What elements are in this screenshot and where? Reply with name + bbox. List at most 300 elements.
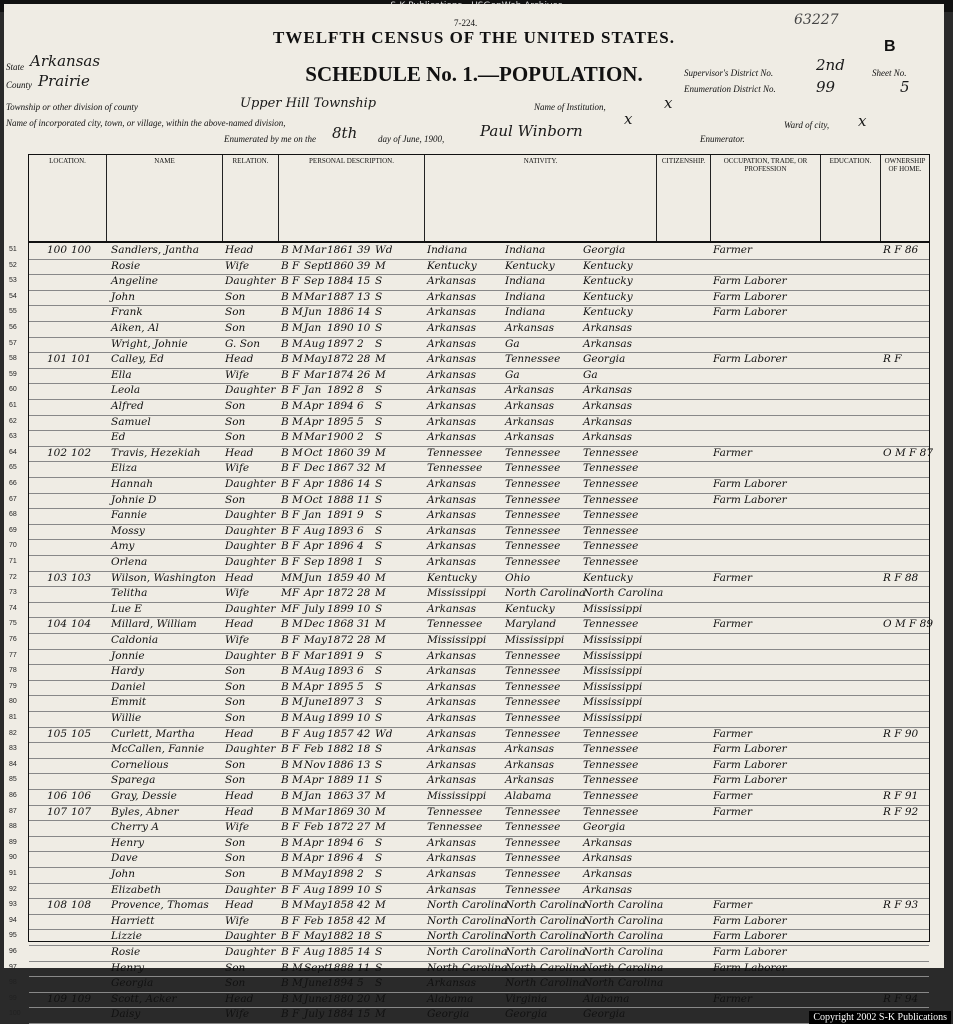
cell-rel: Son xyxy=(225,400,246,412)
cell-mo: Aug xyxy=(304,524,326,537)
cell-s: M xyxy=(292,790,303,802)
table-row xyxy=(9,477,929,494)
table-row xyxy=(9,461,929,478)
cell-name: Mossy xyxy=(111,524,145,537)
cell-ms: S xyxy=(375,774,383,787)
cell-ms: S xyxy=(375,852,383,865)
table-row xyxy=(9,929,929,946)
cell-rel: Son xyxy=(225,415,246,428)
cell-bp: Kentucky xyxy=(427,259,477,272)
cell-fp: Tennessee xyxy=(505,524,561,537)
cell-bp: Arkansas xyxy=(427,977,477,990)
cell-name: Lizzie xyxy=(111,930,142,943)
cell-bp: Arkansas xyxy=(427,368,477,381)
cell-mo: Nov xyxy=(304,758,326,771)
cell-rel: Head xyxy=(225,353,254,366)
row-number: 95 xyxy=(9,932,17,940)
cell-rel: Wife xyxy=(225,914,250,927)
cell-yr: 1895 xyxy=(327,680,354,693)
cell-rel: Son xyxy=(225,696,246,709)
cell-yr: 1900 xyxy=(327,431,354,444)
cell-bp: Arkansas xyxy=(427,509,477,522)
cell-age: 26 xyxy=(357,368,371,381)
cell-occ: Farmer xyxy=(713,992,753,1005)
table-row xyxy=(9,274,929,291)
cell-mo: Apr xyxy=(304,774,324,787)
cell-age: 2 xyxy=(357,337,364,350)
table-row xyxy=(9,883,929,900)
cell-bp: Arkansas xyxy=(427,322,477,334)
cell-name: Rosie xyxy=(111,946,141,958)
cell-rel: Son xyxy=(225,868,246,880)
cell-mo: Apr xyxy=(304,587,324,600)
row-number: 54 xyxy=(9,292,17,300)
cell-rel: Wife xyxy=(225,821,250,834)
cell-s: M xyxy=(292,992,303,1005)
row-number: 55 xyxy=(9,308,17,316)
row-number: 93 xyxy=(9,901,17,909)
cell-age: 31 xyxy=(357,618,371,631)
cell-rel: Son xyxy=(225,680,246,693)
cell-fp: Georgia xyxy=(505,1008,548,1021)
cell-mo: June xyxy=(304,696,328,709)
row-number: 69 xyxy=(9,526,17,534)
cell-ms: S xyxy=(375,275,383,288)
cell-mo: Oct xyxy=(304,446,323,459)
cell-yr: 1899 xyxy=(327,883,354,896)
cell-mo: Jan xyxy=(304,790,322,802)
cell-mo: Dec xyxy=(304,618,325,631)
cell-mp: Arkansas xyxy=(583,322,633,334)
cell-name: Telitha xyxy=(111,587,148,600)
row-number: 89 xyxy=(9,838,17,846)
cell-rel: Son xyxy=(225,836,246,849)
cell-mo: Mar xyxy=(304,431,327,444)
cell-name: Georgia xyxy=(111,977,154,990)
table-row xyxy=(9,430,929,447)
cell-s: M xyxy=(292,400,303,412)
cell-fp: Tennessee xyxy=(505,353,561,366)
cell-c: B xyxy=(281,244,289,256)
cell-mp: Kentucky xyxy=(583,259,633,272)
cell-occ: Farm Laborer xyxy=(713,914,787,927)
cell-name: Curlett, Martha xyxy=(111,727,195,740)
table-row xyxy=(9,399,929,416)
cell-age: 14 xyxy=(357,946,371,958)
cell-age: 3 xyxy=(357,696,364,709)
cell-c: B xyxy=(281,384,289,397)
cell-rel: Head xyxy=(225,992,254,1005)
cell-rel: Son xyxy=(225,852,246,865)
col-ownership: OWNERSHIP OF HOME. xyxy=(884,157,926,173)
row-number: 87 xyxy=(9,807,17,815)
col-education: EDUCATION. xyxy=(821,155,881,241)
cell-fp: Tennessee xyxy=(505,462,561,475)
cell-s: M xyxy=(292,899,303,912)
cell-ms: S xyxy=(375,493,383,506)
row-number: 92 xyxy=(9,885,17,893)
cell-yr: 1880 xyxy=(327,992,354,1005)
col-location: LOCATION. xyxy=(29,155,107,241)
cell-mo: Apr xyxy=(304,400,324,412)
cell-name: Amy xyxy=(111,540,135,553)
cell-s: M xyxy=(292,836,303,849)
cell-s: M xyxy=(292,306,303,319)
cell-occ: Farmer xyxy=(713,805,753,818)
row-number: 65 xyxy=(9,464,17,472)
cell-dw: 105 xyxy=(47,727,68,740)
cell-bp: Arkansas xyxy=(427,384,477,397)
cell-bp: North Carolina xyxy=(427,914,508,927)
cell-mo: Aug xyxy=(304,665,326,678)
cell-mo: Apr xyxy=(304,852,324,865)
cell-ms: M xyxy=(375,821,386,834)
cell-mp: Tennessee xyxy=(583,446,639,459)
row-number: 80 xyxy=(9,698,17,706)
cell-c: B xyxy=(281,977,289,990)
cell-occ: Farm Laborer xyxy=(713,930,787,943)
cell-fam: 108 xyxy=(71,899,92,912)
cell-rel: Son xyxy=(225,322,246,334)
cell-name: Calley, Ed xyxy=(111,353,164,366)
cell-c: B xyxy=(281,852,289,865)
cell-mp: Arkansas xyxy=(583,400,633,412)
cell-mp: Arkansas xyxy=(583,852,633,865)
cell-bp: Alabama xyxy=(427,992,474,1005)
cell-mo: Apr xyxy=(304,540,324,553)
cell-yr: 1860 xyxy=(327,259,354,272)
cell-bp: Kentucky xyxy=(427,571,477,584)
cell-fp: Tennessee xyxy=(505,556,561,568)
cell-age: 42 xyxy=(357,914,371,927)
cell-fp: Tennessee xyxy=(505,868,561,880)
cell-name: John xyxy=(111,290,136,303)
col-relation: RELATION. xyxy=(223,155,279,241)
cell-name: Fannie xyxy=(111,509,147,522)
cell-name: Ed xyxy=(111,431,126,444)
cell-yr: 1860 xyxy=(327,446,354,459)
cell-s: M xyxy=(292,696,303,709)
cell-occ: Farm Laborer xyxy=(713,774,787,787)
cell-yr: 1887 xyxy=(327,290,354,303)
cell-fp: Alabama xyxy=(505,790,552,802)
cell-c: B xyxy=(281,400,289,412)
cell-fam: 107 xyxy=(71,805,92,818)
cell-s: F xyxy=(292,368,300,381)
table-header xyxy=(29,155,929,243)
row-number: 76 xyxy=(9,636,17,643)
cell-ms: M xyxy=(375,446,386,459)
cell-fp: North Carolina xyxy=(505,930,586,943)
cell-fp: North Carolina xyxy=(505,914,586,927)
row-number: 82 xyxy=(9,729,17,737)
table-row xyxy=(9,617,934,634)
cell-bp: Georgia xyxy=(427,1008,470,1021)
cell-fp: Tennessee xyxy=(505,852,561,865)
cell-c: M xyxy=(281,571,292,584)
sheet-value: 5 xyxy=(900,78,910,96)
cell-c: B xyxy=(281,509,289,522)
cell-bp: Tennessee xyxy=(427,462,483,475)
cell-c: B xyxy=(281,696,289,709)
cell-name: Wilson, Washington xyxy=(111,571,216,584)
cell-c: B xyxy=(281,337,289,350)
cell-rel: Daughter xyxy=(225,946,276,958)
cell-name: Henry xyxy=(111,961,145,974)
row-number: 88 xyxy=(9,823,17,831)
cell-dw: 109 xyxy=(47,992,68,1005)
cell-s: F xyxy=(292,384,300,397)
row-number: 58 xyxy=(9,355,17,363)
cell-c: B xyxy=(281,868,289,880)
table-row xyxy=(9,914,929,931)
cell-mo: Jun xyxy=(304,571,322,584)
cell-ms: S xyxy=(375,961,383,974)
table-row xyxy=(9,664,929,681)
cell-ms: S xyxy=(375,415,383,428)
form-code: 7-224. xyxy=(454,18,478,28)
cell-fp: Maryland xyxy=(505,618,557,631)
cell-fp: Arkansas xyxy=(505,758,555,771)
cell-fp: Tennessee xyxy=(505,493,561,506)
cell-yr: 1899 xyxy=(327,602,354,615)
cell-rel: Head xyxy=(225,727,254,740)
cell-mo: Mar xyxy=(304,290,327,303)
cell-mo: May xyxy=(304,899,327,912)
row-number: 90 xyxy=(9,854,17,862)
cell-yr: 1885 xyxy=(327,946,354,958)
cell-dw: 103 xyxy=(47,571,68,584)
cell-mo: May xyxy=(304,868,327,880)
cell-fp: Ga xyxy=(505,368,520,381)
cell-c: B xyxy=(281,821,289,834)
cell-age: 18 xyxy=(357,743,371,756)
cell-age: 6 xyxy=(357,665,364,678)
cell-age: 10 xyxy=(357,602,371,615)
cell-mo: June xyxy=(304,992,328,1005)
cell-mo: Mar xyxy=(304,649,327,662)
table-row xyxy=(9,555,929,572)
col-name: NAME xyxy=(107,155,223,241)
table-row xyxy=(9,539,929,556)
row-number: 53 xyxy=(9,277,17,285)
cell-ms: M xyxy=(375,571,386,584)
cell-yr: 1890 xyxy=(327,322,354,334)
cell-bp: Tennessee xyxy=(427,618,483,631)
cell-mo: Apr xyxy=(304,680,324,693)
cell-rel: Wife xyxy=(225,634,250,646)
cell-fam: 104 xyxy=(71,618,92,631)
cell-name: Frank xyxy=(111,306,143,319)
cell-yr: 1894 xyxy=(327,400,354,412)
cell-fam: 100 xyxy=(71,244,92,256)
cell-c: B xyxy=(281,462,289,475)
cell-s: F xyxy=(292,587,300,600)
cell-bp: Arkansas xyxy=(427,478,477,490)
cell-mp: Kentucky xyxy=(583,275,633,288)
cell-mo: May xyxy=(304,353,327,366)
cell-s: M xyxy=(292,571,303,584)
cell-occ: Farm Laborer xyxy=(713,478,787,490)
cell-name: Daisy xyxy=(111,1008,141,1021)
table-row xyxy=(9,976,929,993)
table-row xyxy=(9,368,929,385)
cell-s: F xyxy=(292,259,300,272)
cell-age: 6 xyxy=(357,524,364,537)
cell-age: 30 xyxy=(357,805,371,818)
cell-yr: 1888 xyxy=(327,961,354,974)
cell-mp: North Carolina xyxy=(583,961,664,974)
cell-ms: M xyxy=(375,992,386,1005)
cell-dw: 107 xyxy=(47,805,68,818)
cell-age: 37 xyxy=(357,790,371,802)
row-number: 70 xyxy=(9,542,17,550)
cell-fp: Tennessee xyxy=(505,805,561,818)
cell-s: F xyxy=(292,275,300,288)
cell-bp: Arkansas xyxy=(427,696,477,709)
cell-fp: North Carolina xyxy=(505,977,586,990)
cell-name: Emmit xyxy=(111,696,147,709)
cell-occ: Farm Laborer xyxy=(713,306,787,319)
cell-occ: Farmer xyxy=(713,790,753,802)
cell-yr: 1889 xyxy=(327,774,354,787)
cell-mo: Feb xyxy=(304,914,324,927)
cell-rel: Daughter xyxy=(225,556,276,568)
cell-mo: Sep xyxy=(304,556,325,568)
cell-yr: 1891 xyxy=(327,509,354,522)
cell-yr: 1884 xyxy=(327,275,354,288)
cell-s: F xyxy=(292,524,300,537)
cell-rel: Wife xyxy=(225,259,250,272)
cell-ms: M xyxy=(375,899,386,912)
cell-yr: 1896 xyxy=(327,852,354,865)
cell-s: M xyxy=(292,665,303,678)
cell-c: B xyxy=(281,431,289,444)
cell-yr: 1895 xyxy=(327,415,354,428)
cell-bp: Mississippi xyxy=(427,587,487,600)
row-number: 96 xyxy=(9,948,17,955)
cell-fp: Tennessee xyxy=(505,446,561,459)
row-number: 81 xyxy=(9,714,17,721)
township-value: Upper Hill Township xyxy=(240,96,377,111)
cell-mp: Georgia xyxy=(583,244,626,256)
row-number: 60 xyxy=(9,386,17,394)
cell-name: Dave xyxy=(111,852,138,865)
cell-ms: M xyxy=(375,462,386,475)
cell-ms: S xyxy=(375,977,383,990)
cell-age: 39 xyxy=(357,446,371,459)
cell-name: Alfred xyxy=(111,400,144,412)
cell-mp: North Carolina xyxy=(583,899,664,912)
cell-bp: Arkansas xyxy=(427,649,477,662)
row-number: 71 xyxy=(9,558,17,565)
cell-mp: Tennessee xyxy=(583,805,639,818)
township-label: Township or other division of county xyxy=(6,102,138,112)
cell-mp: Arkansas xyxy=(583,415,633,428)
city-value: x xyxy=(624,110,633,128)
cell-mo: May xyxy=(304,634,327,646)
cell-s: M xyxy=(292,290,303,303)
cell-c: B xyxy=(281,774,289,787)
cell-c: B xyxy=(281,930,289,943)
cell-ms: M xyxy=(375,368,386,381)
cell-c: B xyxy=(281,680,289,693)
cell-mp: Tennessee xyxy=(583,618,639,631)
cell-mo: Jan xyxy=(304,509,322,522)
cell-age: 39 xyxy=(357,244,371,256)
table-row xyxy=(9,773,929,790)
cell-ms: S xyxy=(375,602,383,615)
cell-yr: 1882 xyxy=(327,930,354,943)
cell-name: Cherry A xyxy=(111,821,159,834)
cell-name: Sandlers, Jantha xyxy=(111,244,200,256)
cell-own: R F 91 xyxy=(883,790,919,802)
cell-age: 4 xyxy=(357,852,364,865)
cell-c: B xyxy=(281,634,289,646)
cell-age: 8 xyxy=(357,384,364,397)
cell-occ: Farm Laborer xyxy=(713,961,787,974)
cell-fp: Arkansas xyxy=(505,431,555,444)
cell-c: B xyxy=(281,415,289,428)
cell-c: B xyxy=(281,946,289,958)
cell-c: B xyxy=(281,790,289,802)
cell-c: B xyxy=(281,540,289,553)
cell-mp: Arkansas xyxy=(583,883,633,896)
cell-s: M xyxy=(292,337,303,350)
table-row xyxy=(9,321,929,338)
enumerated-day: 8th xyxy=(332,124,358,142)
cell-name: Sparega xyxy=(111,774,156,787)
sheet-letter: B xyxy=(884,38,896,55)
cell-bp: North Carolina xyxy=(427,899,508,912)
cell-c: B xyxy=(281,306,289,319)
row-number: 64 xyxy=(9,448,17,456)
cell-dw: 101 xyxy=(47,353,68,366)
cell-own: R F 90 xyxy=(883,727,919,740)
cell-rel: Daughter xyxy=(225,649,276,662)
cell-c: B xyxy=(281,883,289,896)
cell-name: Hardy xyxy=(111,665,145,678)
cell-yr: 1894 xyxy=(327,836,354,849)
cell-age: 10 xyxy=(357,712,371,724)
table-row xyxy=(9,695,929,712)
cell-name: John xyxy=(111,868,136,880)
cell-s: F xyxy=(292,478,300,490)
cell-yr: 1858 xyxy=(327,914,354,927)
cell-ms: S xyxy=(375,478,383,490)
cell-fp: Ohio xyxy=(505,571,531,584)
cell-rel: Wife xyxy=(225,1008,250,1021)
cell-mp: Tennessee xyxy=(583,758,639,771)
cell-fp: North Carolina xyxy=(505,946,586,958)
cell-rel: Daughter xyxy=(225,602,276,615)
cell-rel: Daughter xyxy=(225,384,276,397)
table-row xyxy=(9,243,929,260)
cell-rel: Head xyxy=(225,446,254,459)
cell-rel: Wife xyxy=(225,368,250,381)
cell-fam: 102 xyxy=(71,446,92,459)
cell-mo: Jan xyxy=(304,322,322,334)
cell-yr: 1868 xyxy=(327,618,354,631)
cell-name: Scott, Acker xyxy=(111,992,177,1005)
cell-mo: Aug xyxy=(304,337,326,350)
cell-fp: Tennessee xyxy=(505,836,561,849)
enum-district-value: 99 xyxy=(816,78,836,96)
cell-name: Hannah xyxy=(111,478,153,490)
cell-occ: Farmer xyxy=(713,618,753,631)
row-number: 79 xyxy=(9,682,17,690)
cell-c: M xyxy=(281,587,292,600)
